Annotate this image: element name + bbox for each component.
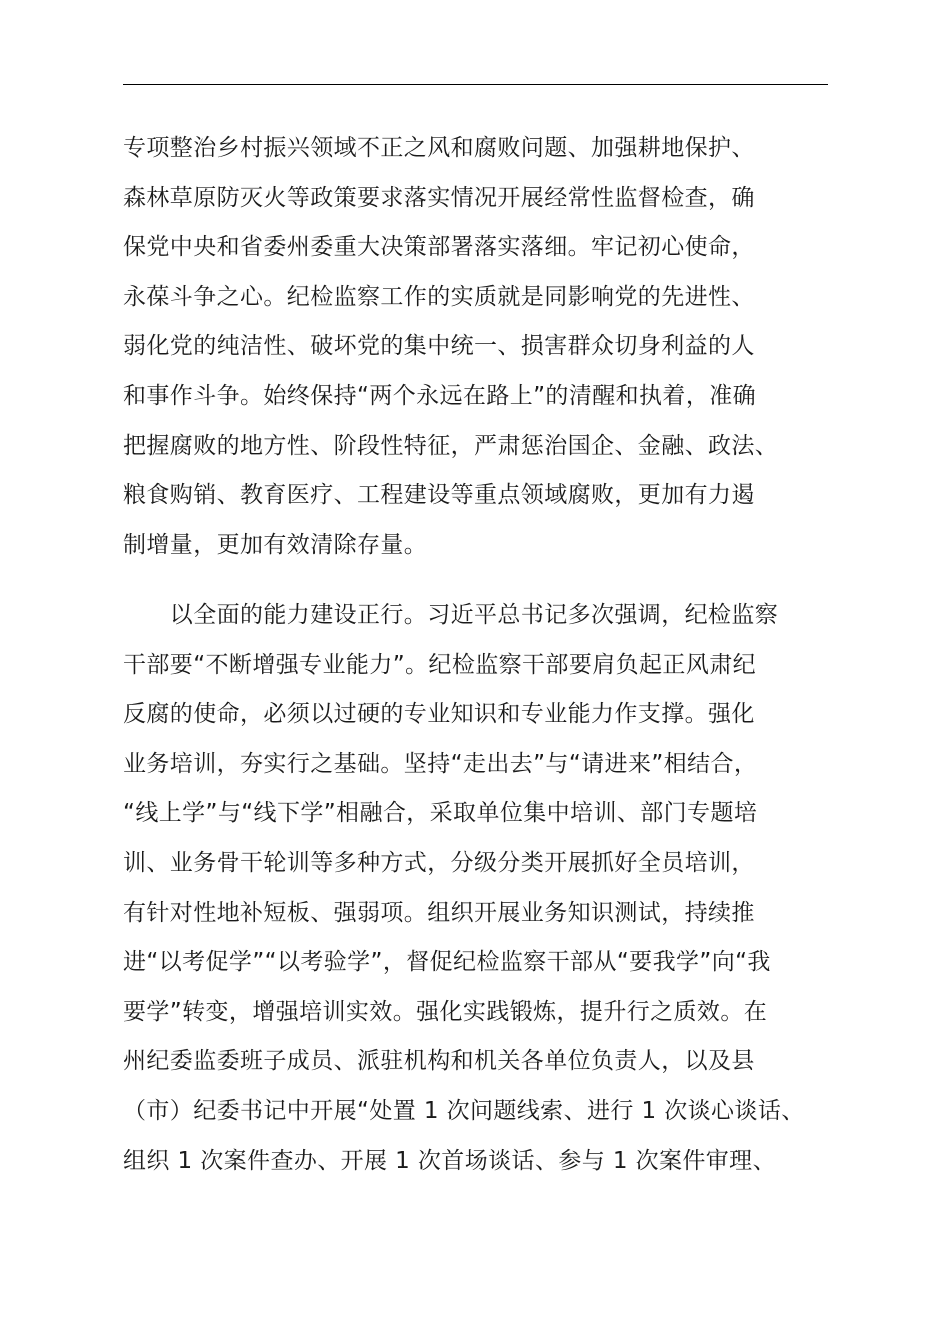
text-line: 永葆斗争之心。纪检监察工作的实质就是同影响党的先进性、 — [123, 283, 755, 310]
text-line: 组织 1 次案件查办、开展 1 次首场谈话、参与 1 次案件审理、 — [123, 1147, 776, 1174]
text-line: 干部要“不断增强专业能力”。纪检监察干部要肩负起正风肃纪 — [123, 651, 757, 678]
paragraph-2 — [123, 591, 843, 1186]
header-rule — [123, 84, 828, 85]
text-line: 有针对性地补短板、强弱项。组织开展业务知识测试，持续推 — [123, 899, 755, 926]
text-line: 保党中央和省委州委重大决策部署落实落细。牢记初心使命， — [123, 234, 755, 261]
text-line: （市）纪委书记中开展“处置 1 次问题线索、进行 1 次谈心谈话、 — [123, 1097, 805, 1124]
text-line: 弱化党的纯洁性、破坏党的集中统一、损害群众切身利益的人 — [123, 333, 755, 360]
text-line: 专项整治乡村振兴领域不正之风和腐败问题、加强耕地保护、 — [123, 135, 755, 161]
text-line: 把握腐败的地方性、阶段性特征，严肃惩治国企、金融、政法、 — [123, 432, 779, 459]
text-line: 业务培训，夯实行之基础。坚持“走出去”与“请进来”相结合， — [123, 750, 758, 777]
text-line: 反腐的使命，必须以过硬的专业知识和专业能力作支撑。强化 — [123, 701, 755, 728]
text-line: 森林草原防灭火等政策要求落实情况开展经常性监督检查，确 — [123, 184, 755, 211]
text-line: 和事作斗争。始终保持“两个永远在路上”的清醒和执着，准确 — [123, 382, 757, 409]
text-line: 以全面的能力建设正行。习近平总书记多次强调，纪检监察 — [123, 602, 779, 628]
text-line: 制增量，更加有效清除存量。 — [123, 531, 428, 558]
paragraph-1 — [123, 124, 843, 570]
text-line: 进“以考促学”“以考验学”，督促纪检监察干部从“要我学”向“我 — [123, 949, 771, 976]
text-line: 粮食购销、教育医疗、工程建设等重点领域腐败，更加有力遏 — [123, 482, 755, 509]
text-line: 要学”转变，增强培训实效。强化实践锻炼，提升行之质效。在 — [123, 998, 768, 1025]
text-line: 训、业务骨干轮训等多种方式，分级分类开展抓好全员培训， — [123, 849, 755, 876]
text-line: 州纪委监委班子成员、派驻机构和机关各单位负责人，以及县 — [123, 1048, 755, 1075]
text-line: “线上学”与“线下学”相融合，采取单位集中培训、部门专题培 — [123, 800, 758, 827]
